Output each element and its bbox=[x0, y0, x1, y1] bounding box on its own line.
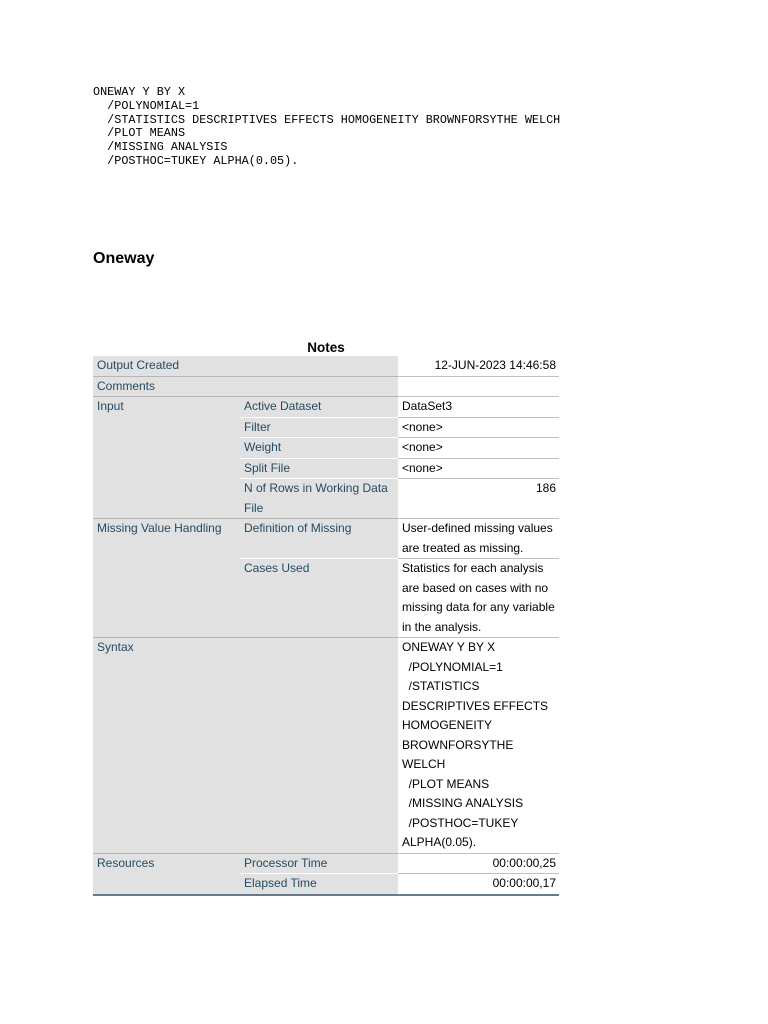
syntax-value-line: /POLYNOMIAL=1 bbox=[402, 659, 503, 674]
cell-value bbox=[398, 376, 559, 397]
syntax-line: ONEWAY Y BY X bbox=[93, 85, 186, 99]
cell-value: <none> bbox=[398, 458, 559, 479]
cell-value: Statistics for each analysis are based on cases with no missing data for any variable in the analysis. bbox=[398, 559, 559, 638]
cell-value: <none> bbox=[398, 417, 559, 438]
syntax-line: /MISSING ANALYSIS bbox=[93, 140, 228, 155]
row-header: Filter bbox=[240, 417, 398, 438]
notes-row-syntax bbox=[93, 638, 559, 854]
notes-table-caption: Notes bbox=[307, 340, 345, 355]
syntax-value-cell bbox=[398, 638, 559, 854]
cell-value: 00:00:00,17 bbox=[398, 874, 559, 895]
syntax-value-line: /PLOT MEANS bbox=[402, 776, 490, 791]
syntax-line: /POLYNOMIAL=1 bbox=[93, 98, 200, 113]
row-header: Processor Time bbox=[240, 853, 398, 874]
cell-value: DataSet3 bbox=[398, 397, 559, 418]
row-header: Weight bbox=[240, 438, 398, 459]
section-title: Oneway bbox=[93, 250, 155, 267]
notes-row-missing-definition bbox=[93, 519, 559, 559]
notes-table bbox=[93, 356, 559, 896]
row-header: Split File bbox=[240, 458, 398, 479]
syntax-value-line: WELCH bbox=[402, 757, 446, 771]
row-header: Elapsed Time bbox=[240, 874, 398, 895]
cell-value: 186 bbox=[398, 479, 559, 519]
row-header: Cases Used bbox=[240, 559, 398, 638]
row-header: N of Rows in Working Data File bbox=[240, 479, 398, 519]
row-header: Output Created bbox=[93, 356, 398, 376]
syntax-value-line: /POSTHOC=TUKEY bbox=[402, 815, 519, 830]
cell-value: 12-JUN-2023 14:46:58 bbox=[398, 356, 559, 376]
row-header: Comments bbox=[93, 376, 398, 397]
syntax-line: /POSTHOC=TUKEY ALPHA(0.05). bbox=[93, 153, 299, 168]
notes-row-input-active-dataset bbox=[93, 397, 559, 418]
cell-value: 00:00:00,25 bbox=[398, 853, 559, 874]
group-header-missing-value-handling: Missing Value Handling bbox=[93, 519, 240, 638]
syntax-value-line: BROWNFORSYTHE bbox=[402, 737, 514, 752]
cell-value: <none> bbox=[398, 438, 559, 459]
syntax-value-line: DESCRIPTIVES EFFECTS bbox=[402, 698, 549, 713]
syntax-value-line: HOMOGENEITY bbox=[402, 718, 493, 732]
group-header-resources: Resources bbox=[93, 853, 240, 895]
notes-row-comments bbox=[93, 376, 559, 397]
syntax-value-line: ALPHA(0.05). bbox=[402, 835, 477, 849]
row-header: Syntax bbox=[93, 638, 398, 854]
syntax-line: /PLOT MEANS bbox=[93, 126, 186, 141]
syntax-value-line: /STATISTICS bbox=[402, 679, 480, 693]
syntax-code-block bbox=[93, 86, 560, 169]
group-header-input: Input bbox=[93, 397, 240, 519]
row-header: Definition of Missing bbox=[240, 519, 398, 559]
notes-row-resources-processor bbox=[93, 853, 559, 874]
syntax-value-line: ONEWAY Y BY X bbox=[402, 640, 496, 654]
notes-table-container bbox=[93, 339, 559, 896]
cell-value: User-defined missing values are treated as missing. bbox=[398, 519, 559, 559]
syntax-line: /STATISTICS DESCRIPTIVES EFFECTS HOMOGENEITY BROWNFORSYTHE WELCH bbox=[93, 112, 561, 127]
row-header: Active Dataset bbox=[240, 397, 398, 418]
syntax-value-line: /MISSING ANALYSIS bbox=[402, 796, 524, 810]
notes-row-output-created bbox=[93, 356, 559, 376]
